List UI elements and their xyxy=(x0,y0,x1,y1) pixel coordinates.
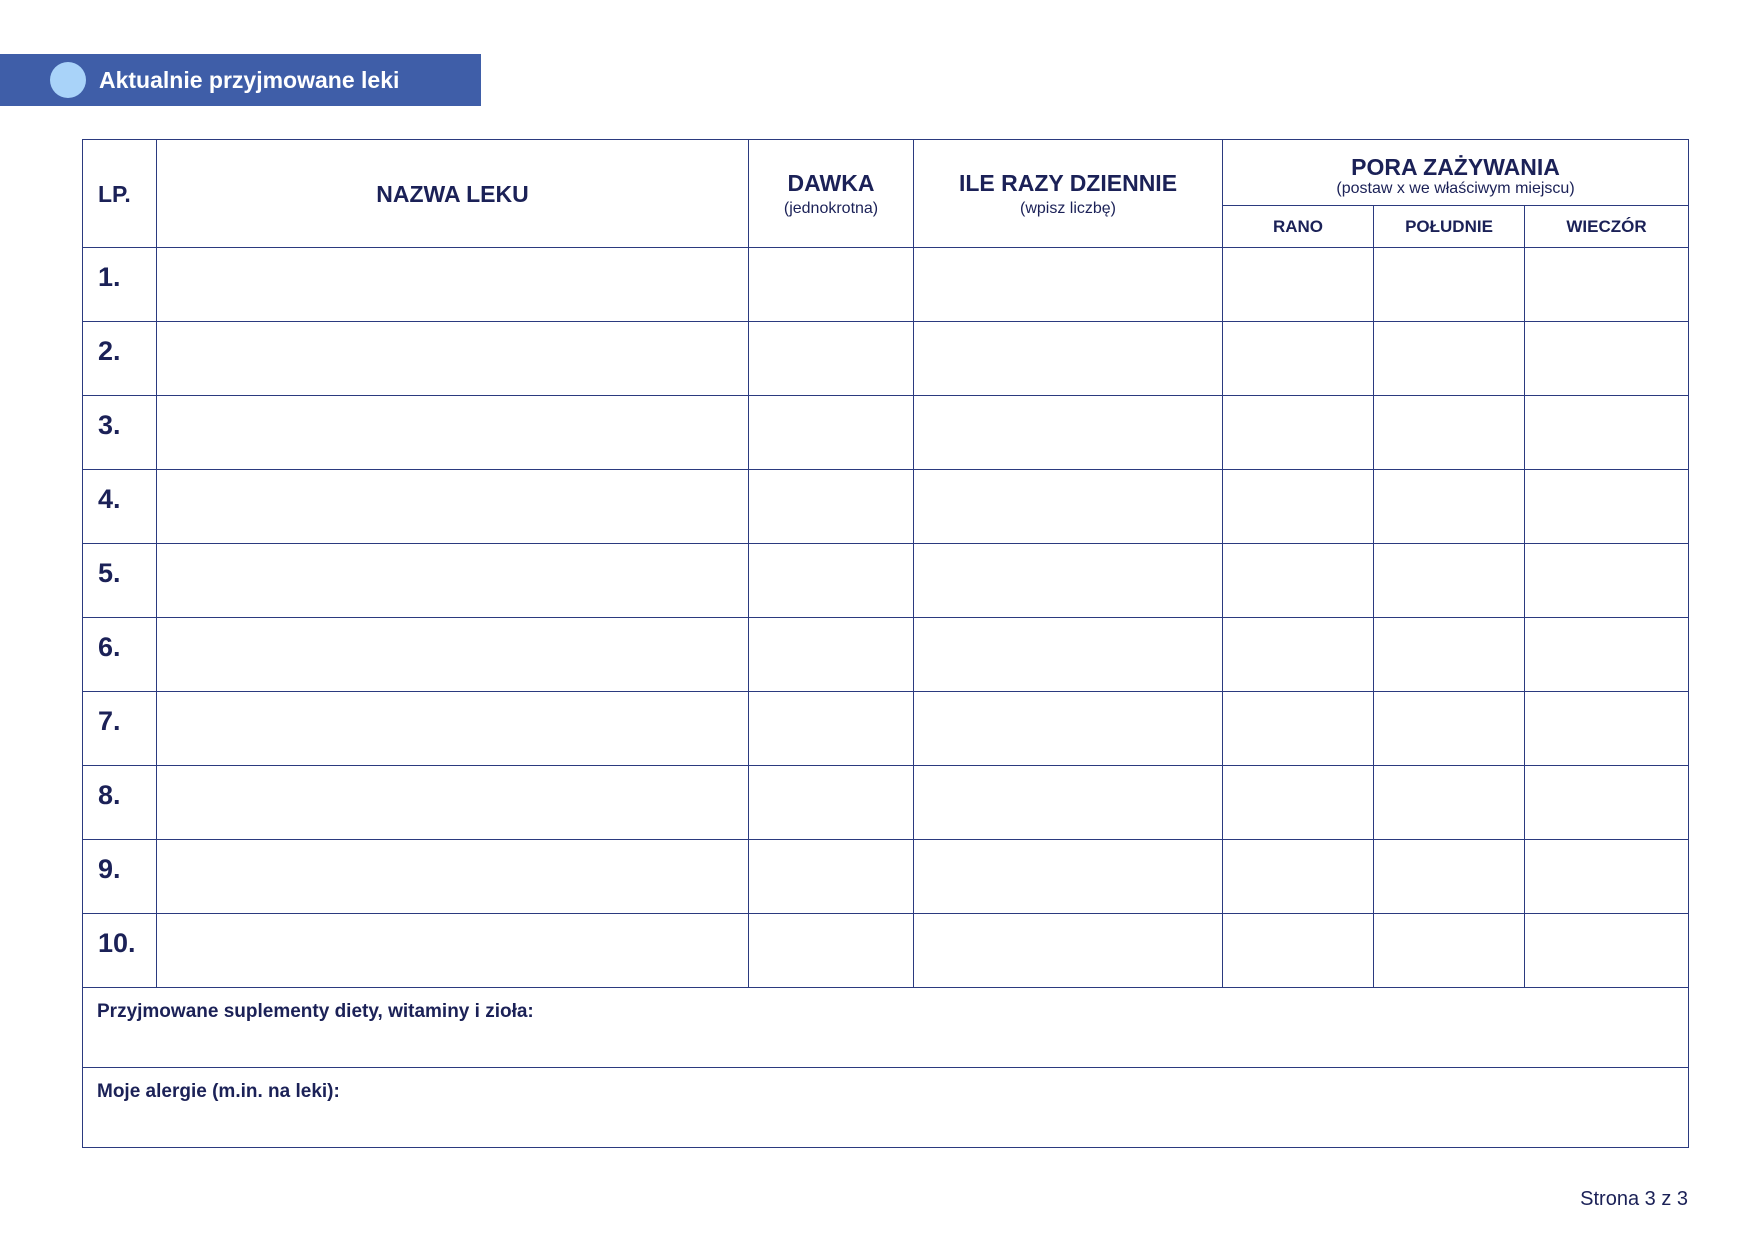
dose-cell[interactable] xyxy=(749,248,914,322)
medicine-name-cell[interactable] xyxy=(157,396,749,470)
noon-cell[interactable] xyxy=(1374,322,1525,396)
evening-cell[interactable] xyxy=(1525,248,1689,322)
morning-cell[interactable] xyxy=(1223,766,1374,840)
header-medicine-name: NAZWA LEKU xyxy=(157,140,749,248)
table-row xyxy=(83,914,1689,988)
evening-cell[interactable] xyxy=(1525,470,1689,544)
noon-cell[interactable] xyxy=(1374,544,1525,618)
row-number: 4. xyxy=(83,470,157,544)
times-per-day-cell[interactable] xyxy=(914,766,1223,840)
table-row xyxy=(83,470,1689,544)
medicine-name-cell[interactable] xyxy=(157,248,749,322)
page-number: Strona 3 z 3 xyxy=(1580,1188,1688,1210)
noon-cell[interactable] xyxy=(1374,248,1525,322)
medicine-name-cell[interactable] xyxy=(157,544,749,618)
morning-cell[interactable] xyxy=(1223,618,1374,692)
noon-cell[interactable] xyxy=(1374,396,1525,470)
row-number: 3. xyxy=(83,396,157,470)
section-header xyxy=(0,54,481,106)
section-title: Aktualnie przyjmowane leki xyxy=(99,67,400,93)
row-number: 1. xyxy=(83,248,157,322)
table-row xyxy=(83,840,1689,914)
table-row xyxy=(83,618,1689,692)
row-number: 9. xyxy=(83,840,157,914)
evening-cell[interactable] xyxy=(1525,396,1689,470)
morning-cell[interactable] xyxy=(1223,470,1374,544)
header-dose: DAWKA (jednokrotna) xyxy=(749,140,914,248)
times-per-day-cell[interactable] xyxy=(914,544,1223,618)
times-per-day-cell[interactable] xyxy=(914,840,1223,914)
medicine-name-cell[interactable] xyxy=(157,914,749,988)
allergies-label: Moje alergie (m.in. na leki): xyxy=(97,1081,340,1102)
table-row xyxy=(83,248,1689,322)
noon-cell[interactable] xyxy=(1374,618,1525,692)
header-dose-note: (jednokrotna) xyxy=(783,199,879,217)
row-number: 10. xyxy=(83,914,157,988)
evening-cell[interactable] xyxy=(1525,840,1689,914)
supplements-label: Przyjmowane suplementy diety, witaminy i zioła: xyxy=(97,1001,534,1022)
row-number: 7. xyxy=(83,692,157,766)
noon-cell[interactable] xyxy=(1374,914,1525,988)
dose-cell[interactable] xyxy=(749,766,914,840)
dose-cell[interactable] xyxy=(749,322,914,396)
morning-cell[interactable] xyxy=(1223,248,1374,322)
header-evening: WIECZÓR xyxy=(1525,206,1689,248)
header-morning: RANO xyxy=(1223,206,1374,248)
medicine-name-cell[interactable] xyxy=(157,840,749,914)
table-row xyxy=(83,322,1689,396)
times-per-day-cell[interactable] xyxy=(914,470,1223,544)
allergies-field[interactable] xyxy=(83,1068,1689,1148)
medicine-name-cell[interactable] xyxy=(157,692,749,766)
dose-cell[interactable] xyxy=(749,840,914,914)
morning-cell[interactable] xyxy=(1223,840,1374,914)
header-times-per-day: ILE RAZY DZIENNIE (wpisz liczbę) xyxy=(914,140,1223,248)
row-number: 2. xyxy=(83,322,157,396)
evening-cell[interactable] xyxy=(1525,322,1689,396)
noon-cell[interactable] xyxy=(1374,692,1525,766)
noon-cell[interactable] xyxy=(1374,766,1525,840)
table-row xyxy=(83,692,1689,766)
noon-cell[interactable] xyxy=(1374,470,1525,544)
times-per-day-cell[interactable] xyxy=(914,914,1223,988)
header-lp: LP. xyxy=(83,140,157,248)
morning-cell[interactable] xyxy=(1223,544,1374,618)
noon-cell[interactable] xyxy=(1374,840,1525,914)
supplements-field[interactable] xyxy=(83,988,1689,1068)
header-times-note: (wpisz liczbę) xyxy=(1019,199,1116,217)
medicine-name-cell[interactable] xyxy=(157,618,749,692)
row-number: 6. xyxy=(83,618,157,692)
times-per-day-cell[interactable] xyxy=(914,396,1223,470)
row-number: 5. xyxy=(83,544,157,618)
evening-cell[interactable] xyxy=(1525,914,1689,988)
medicine-name-cell[interactable] xyxy=(157,470,749,544)
medicine-name-cell[interactable] xyxy=(157,766,749,840)
row-number: 8. xyxy=(83,766,157,840)
times-per-day-cell[interactable] xyxy=(914,618,1223,692)
table-row xyxy=(83,766,1689,840)
header-noon: POŁUDNIE xyxy=(1374,206,1525,248)
dose-cell[interactable] xyxy=(749,692,914,766)
header-time-of-day: PORA ZAŻYWANIA (postaw x we właściwym miejscu) xyxy=(1223,140,1689,206)
table-row xyxy=(83,396,1689,470)
times-per-day-cell[interactable] xyxy=(914,248,1223,322)
morning-cell[interactable] xyxy=(1223,914,1374,988)
medication-table xyxy=(82,139,1689,1148)
evening-cell[interactable] xyxy=(1525,544,1689,618)
evening-cell[interactable] xyxy=(1525,766,1689,840)
header-time-of-day-note: (postaw x we właściwym miejscu) xyxy=(1336,179,1575,197)
times-per-day-cell[interactable] xyxy=(914,692,1223,766)
dose-cell[interactable] xyxy=(749,396,914,470)
morning-cell[interactable] xyxy=(1223,692,1374,766)
dose-cell[interactable] xyxy=(749,544,914,618)
morning-cell[interactable] xyxy=(1223,322,1374,396)
dose-cell[interactable] xyxy=(749,470,914,544)
dose-cell[interactable] xyxy=(749,618,914,692)
evening-cell[interactable] xyxy=(1525,618,1689,692)
table-row xyxy=(83,544,1689,618)
medicine-name-cell[interactable] xyxy=(157,322,749,396)
times-per-day-cell[interactable] xyxy=(914,322,1223,396)
evening-cell[interactable] xyxy=(1525,692,1689,766)
morning-cell[interactable] xyxy=(1223,396,1374,470)
circle-icon xyxy=(50,62,86,98)
dose-cell[interactable] xyxy=(749,914,914,988)
